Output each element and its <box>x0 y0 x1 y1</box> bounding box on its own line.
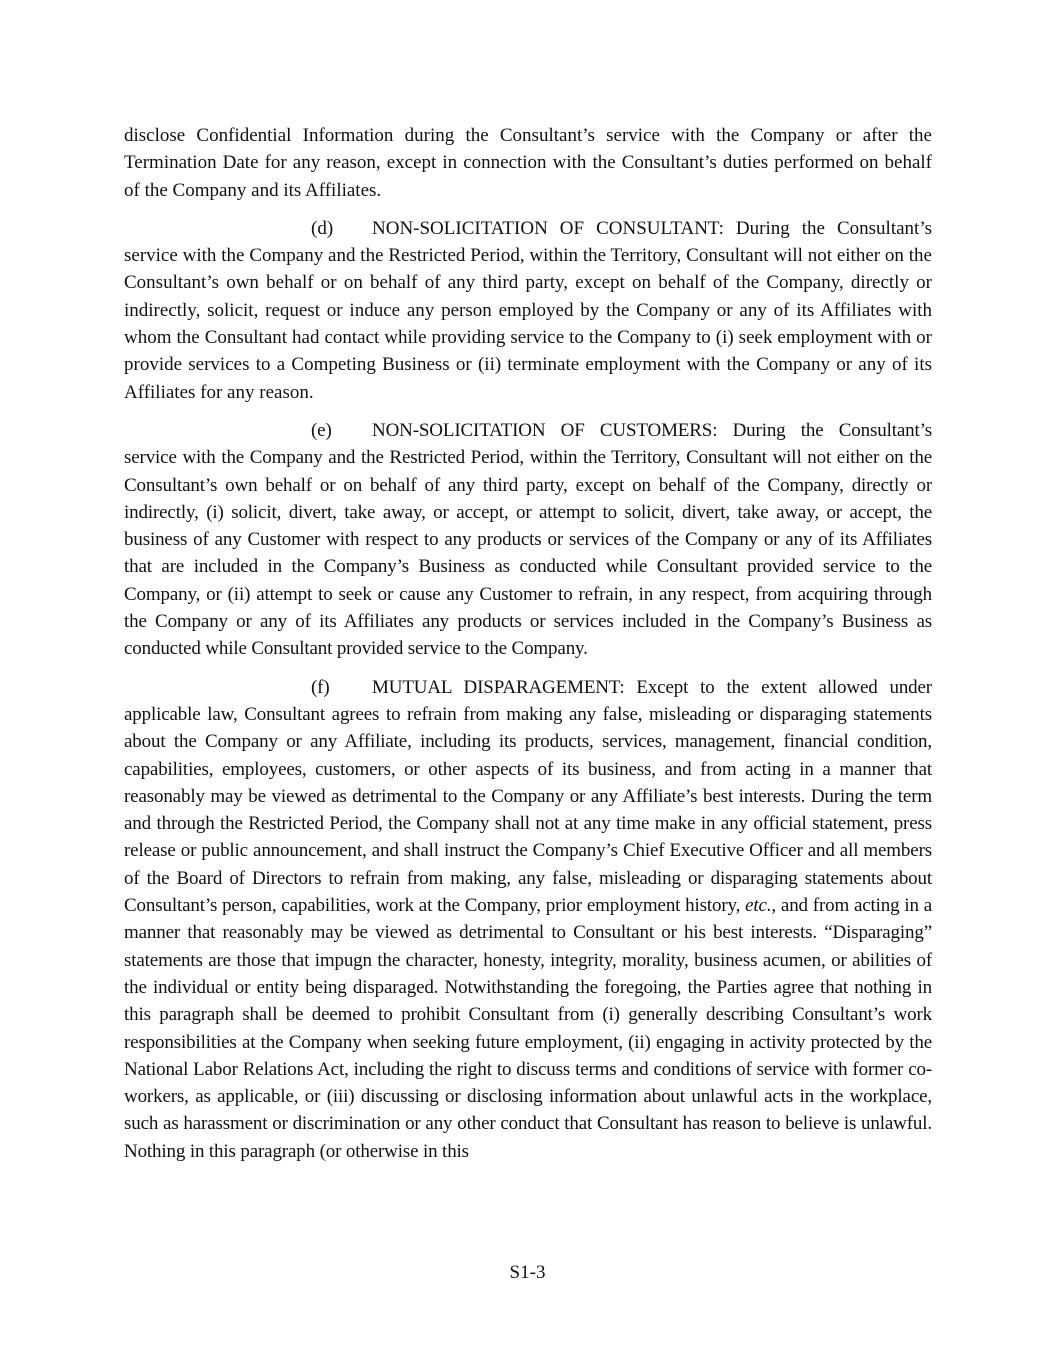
section-f-body-part2: and from acting in a manner that reasonably may be viewed as detrimental to Consultant or his best interests. “Disparaging” statements are those that impugn the character, honesty, integrity, morality, business acumen, or abilities of the individual or entity being disparaged. Notwithstanding the foregoing, the Parties agree that nothing in this paragraph shall be deemed to prohibit Consultant from (i) generally describing Consultant’s work responsibilities at the Company when seeking future employment, (ii) engaging in activity protected by the National Labor Relations Act, including the right to discuss terms and conditions of service with former co-workers, as applicable, or (iii) discussing or disclosing information about unlawful acts in the workplace, such as harassment or discrimination or any other conduct that Consultant has reason to believe is unlawful. Nothing in this paragraph (or otherwise in this <box>124 895 932 1162</box>
section-f-body-italic: etc., <box>745 895 777 917</box>
section-e-label: (e) <box>311 419 332 441</box>
section-f-label: (f) <box>311 676 330 698</box>
section-d-paragraph <box>124 215 932 406</box>
section-d-body: During the Consultant’s service with the Company and the Restricted Period, within the Territory, Consultant will not either on the Consultant’s own behalf or on behalf of any third party, except on behalf of the Company, directly or indirectly, solicit, request or induce any person employed by the Company or any of its Affiliates with whom the Consultant had contact while providing service to the Company to (i) seek employment with or provide services to a Competing Business or (ii) terminate employment with the Company or any of its Affiliates for any reason. <box>124 217 932 403</box>
section-d-label: (d) <box>311 217 334 239</box>
section-f-body-part1: Except to the extent allowed under applicable law, Consultant agrees to refrain from making any false, misleading or disparaging statements about the Company or any Affiliate, including its products, services, management, financial condition, capabilities, employees, customers, or other aspects of its business, and from acting in a manner that reasonably may be viewed as detrimental to the Company or any Affiliate’s best interests. During the term and through the Restricted Period, the Company shall not at any time make in any official statement, press release or public announcement, and shall instruct the Company’s Chief Executive Officer and all members of the Board of Directors to refrain from making, any false, misleading or disparaging statements about Consultant’s person, capabilities, work at the Company, prior employment history, <box>124 676 932 917</box>
section-f-heading: MUTUAL DISPARAGEMENT: <box>372 676 625 698</box>
page-number: S1-3 <box>509 1262 546 1283</box>
intro-paragraph-text: disclose Confidential Information during the Consultant’s service with the Company or after the Termination Date for any reason, except in connection with the Consultant’s duties performed on behalf of the Company and its Affiliates. <box>124 125 932 201</box>
section-f-paragraph <box>124 674 932 1165</box>
section-e-paragraph <box>124 417 932 663</box>
document-page <box>124 122 932 1176</box>
section-d-heading: NON-SOLICITATION OF CONSULTANT: <box>372 217 724 239</box>
section-e-body: During the Consultant’s service with the Company and the Restricted Period, within the Territory, Consultant will not either on the Consultant’s own behalf or on behalf of any third party, except on behalf of the Company, directly or indirectly, (i) solicit, divert, take away, or accept, or attempt to solicit, divert, take away, or accept, the business of any Customer with respect to any products or services of the Company or any of its Affiliates that are included in the Company’s Business as conducted while Consultant provided service to the Company, or (ii) attempt to seek or cause any Customer to refrain, in any respect, from acquiring through the Company or any of its Affiliates any products or services included in the Company’s Business as conducted while Consultant provided service to the Company. <box>124 419 932 660</box>
intro-paragraph <box>124 122 932 204</box>
section-e-heading: NON-SOLICITATION OF CUSTOMERS: <box>372 419 718 441</box>
